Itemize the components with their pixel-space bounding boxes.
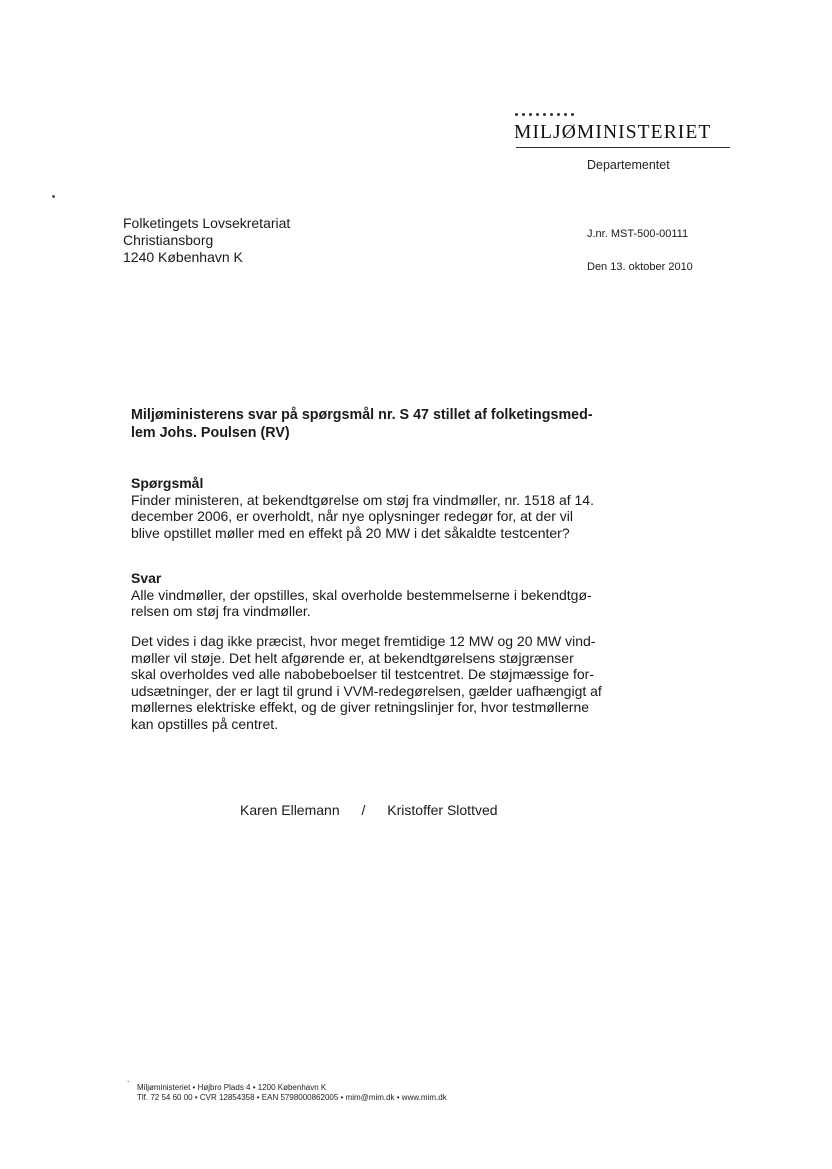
scan-speck: [52, 195, 55, 198]
answer-line: Det vides i dag ikke præcist, hvor meget fremtidige 12 MW og 20 MW vind-: [131, 633, 596, 649]
letter-date: Den 13. oktober 2010: [587, 261, 693, 273]
footer: [137, 1083, 447, 1103]
department-label: Departementet: [587, 158, 670, 172]
answer-section: [131, 570, 601, 620]
answer-line: skal overholdes ved alle nabobeboelser til testcentret. De støjmæssige for-: [131, 666, 594, 683]
journal-number: J.nr. MST-500-00111: [587, 228, 689, 240]
footer-address: Miljøministeriet • Højbro Plads 4 • 1200 København K: [137, 1083, 327, 1092]
answer-line: udsætninger, der er lagt til grund i VVM-redegørelsen, gælder uafhængigt af: [131, 682, 602, 699]
title-line: lem Johs. Poulsen (RV): [131, 425, 290, 441]
address-line: Christiansborg: [123, 232, 214, 248]
signature-separator: /: [361, 802, 366, 818]
answer-paragraph: [131, 633, 601, 733]
logo-rule: [516, 147, 730, 148]
question-heading: Spørgsmål: [131, 475, 204, 491]
signatory-official: Kristoffer Slottved: [387, 802, 498, 818]
address-line: 1240 København K: [123, 249, 243, 265]
document-title: [131, 406, 601, 442]
answer-line: møllernes elektriske effekt, og de giver retningslinjer for, hvor testmøllerne: [131, 699, 590, 716]
logo-dots: [515, 113, 585, 119]
question-section: [131, 475, 601, 541]
answer-line: møller vil støje. Det helt afgørende er, at bekendtgørelsens støjgrænser: [131, 649, 574, 666]
question-line: december 2006, er overholdt, når nye oplysninger redegør for, at der vil: [131, 508, 574, 525]
address-line: Folketingets Lovsekretariat: [123, 215, 291, 231]
signatory-minister: Karen Ellemann: [240, 802, 340, 818]
question-line: Finder ministeren, at bekendtgørelse om støj fra vindmøller, nr. 1518 af 14.: [131, 491, 594, 508]
signature-line: [240, 802, 498, 818]
footer-tick: `: [127, 1080, 130, 1089]
question-line: blive opstillet møller med en effekt på 20 MW i det såkaldte testcenter?: [131, 524, 570, 541]
recipient-address: [123, 215, 290, 266]
answer-line: kan opstilles på centret.: [131, 715, 279, 732]
answer-line: relsen om støj fra vindmøller.: [131, 603, 311, 620]
answer-line: Alle vindmøller, der opstilles, skal overholde bestemmelserne i bekendtgø-: [131, 586, 592, 603]
footer-contact: Tlf. 72 54 60 00 • CVR 12854358 • EAN 5798000862005 • mim@mim.dk • www.mim.dk: [137, 1093, 447, 1102]
answer-heading: Svar: [131, 570, 162, 586]
ministry-logo: MILJØMINISTERIET: [514, 122, 712, 143]
title-line: Miljøministerens svar på spørgsmål nr. S 47 stillet af folketingsmed-: [131, 407, 593, 423]
